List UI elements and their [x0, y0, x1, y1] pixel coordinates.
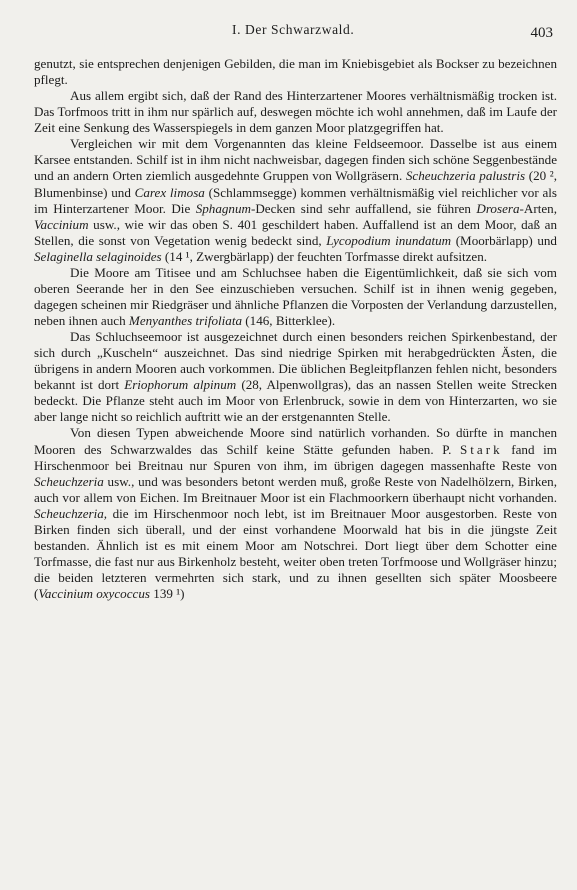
text-run: Die Moore am Titisee und am Schluchsee haben die Eigentümlichkeit, daß sie sich vom oberen Seerande her in den See einzuschieben versuchen. Schilf ist in ihnen wenig gegeben, dagegen scheinen mir Riedgräser und ähnliche Pflanzen die Vorposten der Verlandung darzustellen, neben ihnen auch	[34, 264, 557, 328]
species-name: Selaginella selaginoides	[34, 248, 162, 264]
species-name: Scheuchzeria,	[34, 505, 108, 521]
body-text	[34, 56, 557, 602]
text-run: 139 ¹)	[150, 586, 185, 602]
paragraph: genutzt, sie entsprechen denjenigen Gebilden, die man im Kniebisgebiet als Bockser zu bezeichnen pflegt.	[34, 56, 557, 88]
species-name: Sphagnum	[195, 200, 251, 216]
text-run: (20 ², Blumenbinse) und	[34, 168, 557, 200]
text-run: Von diesen Typen abweichende Moore sind natürlich vorhanden. So dürfte in manchen Mooren des Schwarzwaldes das Schilf keine Stätte gefunden haben. P.	[34, 425, 557, 457]
paragraph	[34, 329, 557, 425]
text-run: Das Schluchseemoor ist ausgezeichnet durch einen besonders reichen Spirkenbestand, der sich durch „Kuscheln“ auszeichnet. Das sind niedrige Spirken mit herabgedrückten Ästen, die übrigens in andern Mooren auch vorkommen. Die üblichen Begleitpflanzen fehlen nicht, besonders bekannt ist dort	[34, 329, 557, 393]
running-head: I. Der Schwarzwald.	[232, 22, 355, 37]
species-name: Carex limosa	[134, 184, 205, 200]
text-run: -Arten,	[519, 200, 557, 216]
paragraph	[34, 136, 557, 265]
species-name: Drosera	[476, 200, 520, 216]
text-run: fand im Hirschenmoor bei Breitnau nur Spuren von ihm, im übrigen dagegen massenhafte Reste von	[34, 441, 557, 473]
text-run: (Schlammsegge) kommen verhältnismäßig viel reichlicher vor als im Hinterzartener Moor. Die	[34, 184, 557, 216]
species-name: Scheuchzeria palustris	[405, 168, 526, 184]
text-run: (14 ¹, Zwergbärlapp) der feuchten Torfmasse direkt aufsitzen.	[161, 248, 488, 264]
species-name: Vaccinium oxycoccus	[38, 586, 150, 602]
text-run: Vergleichen wir mit dem Vorgenannten das kleine Feldseemoor. Dasselbe ist aus einem Karsee entstanden. Schilf ist in ihm nicht nachweisbar, dagegen finden sich schöne Seggenbestände und an andern Orten ziemlich ausgedehnte Gruppen von Wollgräsern.	[34, 136, 557, 184]
text-run: die im Hirschenmoor noch lebt, ist im Breitnauer Moor ausgestorben. Reste von Birken finden sich überall, und der einst vorhandene Moorwald hat bis in die jüngste Zeit bestanden. Ähnlich ist es mit einem Moor am Notschrei. Dort liegt über dem Schotter eine Torfmasse, die fast nur aus Birkenholz besteht, weiter oben treten Torfmoose und Wollgräser hinzu; die beiden letzteren vermehrten sich stark, und zu ihnen gesellten sich später Moosbeere (	[34, 505, 557, 602]
author-name: Stark	[459, 441, 503, 457]
species-name: Lycopodium inundatum	[326, 232, 452, 248]
page-number: 403	[530, 25, 553, 41]
paragraph	[34, 265, 557, 329]
text-run: (28, Alpenwollgras), das an nassen Stellen weite Strecken bedeckt. Die Pflanze steht auch im Moor von Erlenbruck, sowie in dem von Hinterzarten, wo sie aber lange nicht so reichlich auftritt wie an der erstgenannten Stelle.	[34, 377, 558, 425]
text-run: usw., und was besonders betont werden muß, große Reste von Nadelhölzern, Birken, auch vor allem von Eichen. Im Breitnauer Moor ist ein Flachmoorkern überhaupt nicht vorhanden.	[34, 473, 557, 505]
text-run: (146, Bitterklee).	[242, 313, 336, 328]
text-run: (Moorbärlapp) und	[451, 232, 557, 248]
species-name: Menyanthes trifoliata	[128, 313, 243, 328]
species-name: Vaccinium	[34, 216, 89, 232]
paragraph	[34, 425, 557, 602]
species-name: Eriophorum alpinum	[124, 377, 237, 393]
text-run: -Decken sind sehr auffallend, sie führen	[250, 200, 477, 216]
page-header	[34, 20, 557, 42]
species-name: Scheuchzeria	[34, 473, 104, 489]
text-run: usw., wie wir das oben S. 401 geschildert haben. Auffallend ist an dem Moor, daß an Stellen, die sonst von Vegetation wenig bedeckt sind,	[34, 216, 557, 248]
paragraph: Aus allem ergibt sich, daß der Rand des Hinterzartener Moores verhältnismäßig trocken ist. Das Torfmoos tritt in ihm nur spärlich auf, deswegen möchte ich wohl annehmen, daß im Laufe der Zeit eine Senkung des Wasserspiegels in dem ganzen Moor platzgegriffen hat.	[34, 88, 557, 136]
